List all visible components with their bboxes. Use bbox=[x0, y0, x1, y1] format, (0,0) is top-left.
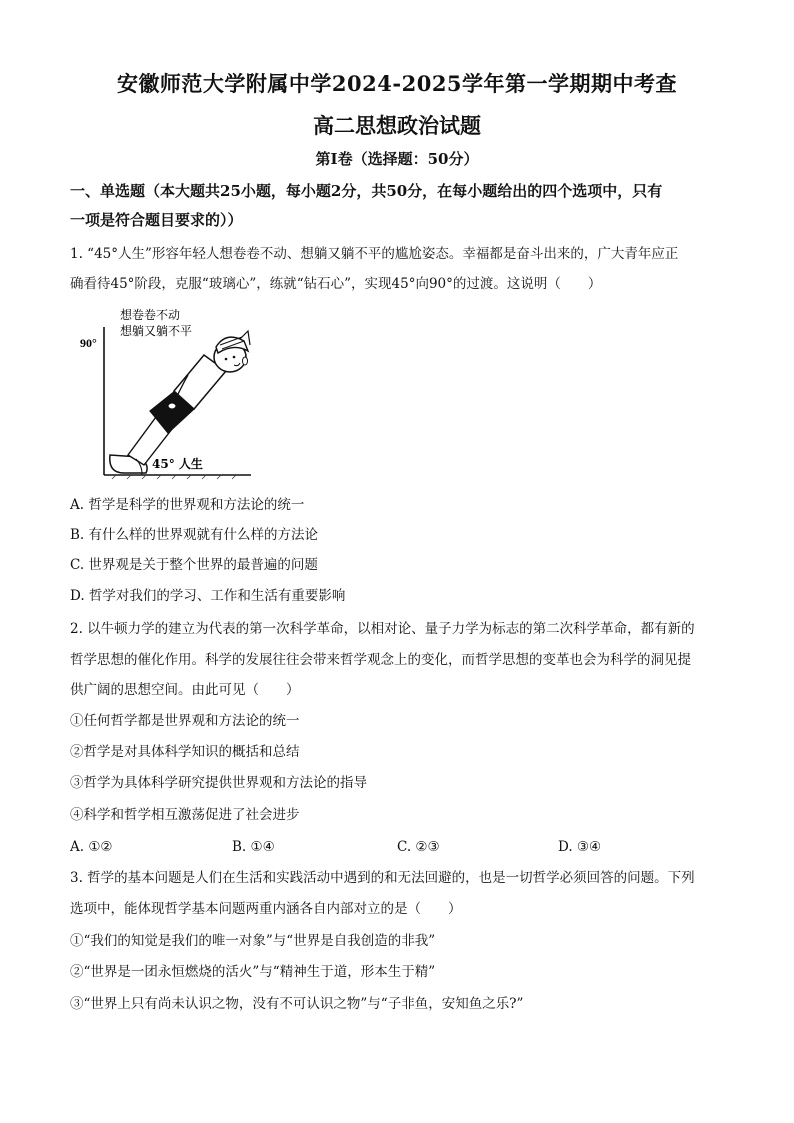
q1-figure bbox=[76, 305, 256, 480]
label-45-life: 45° 人生 bbox=[152, 457, 203, 471]
q3-stem-line2: 选项中，能体现哲学基本问题两重内涵各自内部对立的是（ ） bbox=[70, 901, 462, 917]
label-90: 90° bbox=[80, 336, 97, 350]
q1-option-c: C. 世界观是关于整个世界的最普遍的问题 bbox=[70, 557, 318, 573]
q1-option-b: B. 有什么样的世界观就有什么样的方法论 bbox=[70, 527, 319, 543]
part-title: 第Ⅰ卷（选择题：50分） bbox=[315, 150, 479, 168]
q2-statement-1: ①任何哲学都是世界观和方法论的统一 bbox=[70, 713, 300, 729]
q3-statement-1: ①“我们的知觉是我们的唯一对象”与“世界是自我创造的非我” bbox=[70, 933, 436, 949]
section-heading-line1: 一、单选题（本大题共25小题，每小题2分，共50分，在每小题给出的四个选项中，只有 bbox=[70, 182, 663, 200]
q2-statement-2: ②哲学是对具体科学知识的概括和总结 bbox=[70, 744, 300, 760]
q2-option-a: A. ①② bbox=[70, 839, 113, 855]
q1-illustration bbox=[76, 305, 256, 480]
q2-statement-4: ④科学和哲学相互激荡促进了社会进步 bbox=[70, 807, 300, 823]
q3-stem-line1: 3. 哲学的基本问题是人们在生活和实践活动中遇到的和无法回避的，也是一切哲学必须回答的问题。下列 bbox=[70, 870, 695, 886]
q1-option-a: A. 哲学是科学的世界观和方法论的统一 bbox=[70, 497, 305, 513]
figure-caption-line1: 想卷卷不动 bbox=[120, 308, 181, 322]
q2-stem-line3: 供广阔的思想空间。由此可见（ ） bbox=[70, 682, 300, 698]
q2-statement-3: ③哲学为具体科学研究提供世界观和方法论的指导 bbox=[70, 775, 367, 791]
q1-stem-line2: 确看待45°阶段，克服“玻璃心”，练就“钻石心”，实现45°向90°的过渡。这说明（ ） bbox=[70, 276, 602, 292]
figure-caption-line2: 想躺又躺不平 bbox=[120, 324, 193, 338]
exam-title: 安徽师范大学附属中学2024-2025学年第一学期期中考查 bbox=[116, 71, 678, 96]
q3-statement-3: ③“世界上只有尚未认识之物，没有不可认识之物”与“子非鱼，安知鱼之乐?” bbox=[70, 996, 524, 1012]
section-heading-line2: 一项是符合题目要求的）） bbox=[70, 211, 243, 229]
leaning-person bbox=[110, 331, 250, 473]
q2-option-b: B. ①④ bbox=[232, 839, 275, 855]
subject-title: 高二思想政治试题 bbox=[313, 113, 481, 138]
q2-option-d: D. ③④ bbox=[558, 839, 602, 855]
q1-stem-line1: 1. “45°人生”形容年轻人想卷卷不动、想躺又躺不平的尴尬姿态。幸福都是奋斗出来的，广大青年应正 bbox=[70, 246, 679, 262]
q3-statement-2: ②“世界是一团永恒燃烧的活火”与“精神生于道，形本生于精” bbox=[70, 964, 436, 980]
q2-stem-line2: 哲学思想的催化作用。科学的发展往往会带来哲学观念上的变化，而哲学思想的变革也会为科学的洞见提 bbox=[70, 652, 691, 668]
q2-option-c: C. ②③ bbox=[397, 839, 440, 855]
q2-stem-line1: 2. 以牛顿力学的建立为代表的第一次科学革命，以相对论、量子力学为标志的第二次科学革命，都有新的 bbox=[70, 621, 695, 637]
q1-option-d: D. 哲学对我们的学习、工作和生活有重要影响 bbox=[70, 588, 346, 604]
